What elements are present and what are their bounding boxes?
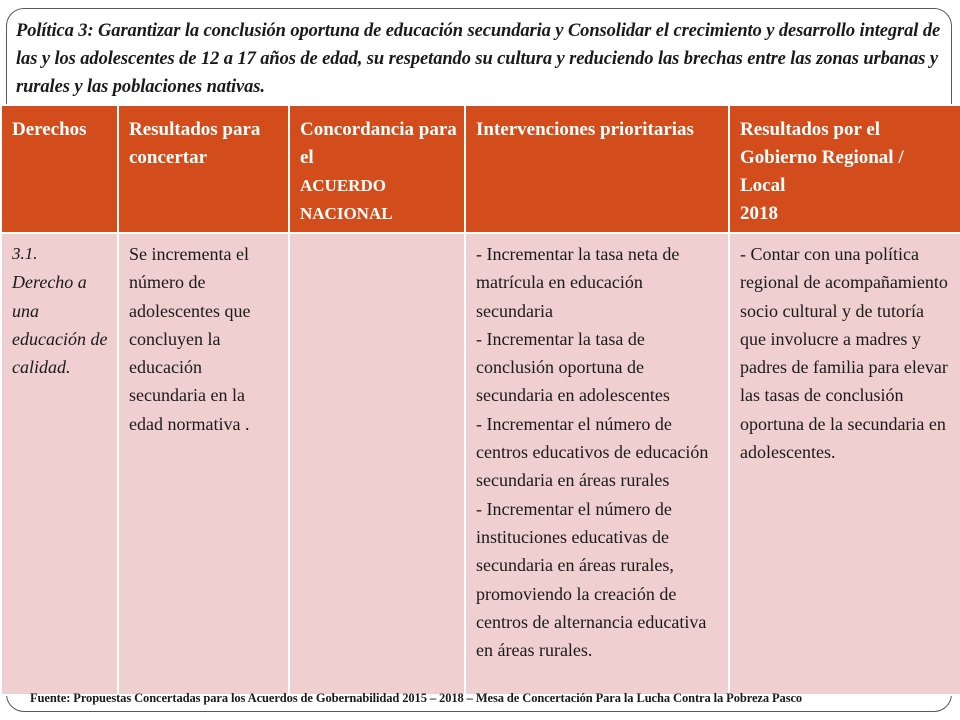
intervencion-item: - Incrementar el número de centros educativos de educación secundaria en áreas rurales [476,413,709,491]
cell-derecho [1,233,118,695]
header-gobierno-line2: 2018 [740,203,778,224]
header-concordancia [289,105,465,233]
cell-concordancia [289,233,465,695]
cell-resultado: Se incrementa el número de adolescentes que concluyen la educación secundaria en la edad normativa . [118,233,289,695]
cell-gobierno: - Contar con una política regional de acompañamiento socio cultural y de tutoría que involucre a madres y padres de familia para elevar las tasas de conclusión oportuna de la secundaria en adolescentes. [729,233,960,695]
policy-table [0,104,960,696]
cell-intervenciones [465,233,729,695]
policy-statement: Política 3: Garantizar la conclusión oportuna de educación secundaria y Consolidar el crecimiento y desarrollo integral de las y los adolescentes de 12 a 17 años de edad, su respetando su cultura y reduciendo las brechas entre las zonas urbanas y rurales y las poblaciones nativas. [16,21,941,97]
header-derechos: Derechos [1,105,118,233]
header-concordancia-line2: ACUERDO NACIONAL [300,176,393,223]
header-gobierno-line1: Resultados por el Gobierno Regional / Local [740,119,904,196]
derecho-text: Derecho a una educación de calidad. [12,272,108,378]
table-header-row [1,105,960,233]
source-footnote: Fuente: Propuestas Concertadas para los Acuerdos de Gobernabilidad 2015 – 2018 – Mesa de Concertación Para la Lucha Contra la Pobreza Pasco [30,691,803,705]
header-gobierno [729,105,960,233]
header-resultados: Resultados para concertar [118,105,289,233]
intervencion-item: - Incrementar la tasa de conclusión oportuna de secundaria en adolescentes [476,328,670,406]
header-intervenciones: Intervenciones prioritarias [465,105,729,233]
derecho-number: 3.1. [12,244,38,263]
header-concordancia-line1: Concordancia para el [300,119,457,168]
intervencion-item: - Incrementar la tasa neta de matrícula en educación secundaria [476,244,680,321]
table-row [1,233,960,695]
intervencion-item: - Incrementar el número de instituciones educativas de secundaria en áreas rurales, promoviendo la creación de centros de alternancia educativa en áreas rurales. [476,498,707,661]
